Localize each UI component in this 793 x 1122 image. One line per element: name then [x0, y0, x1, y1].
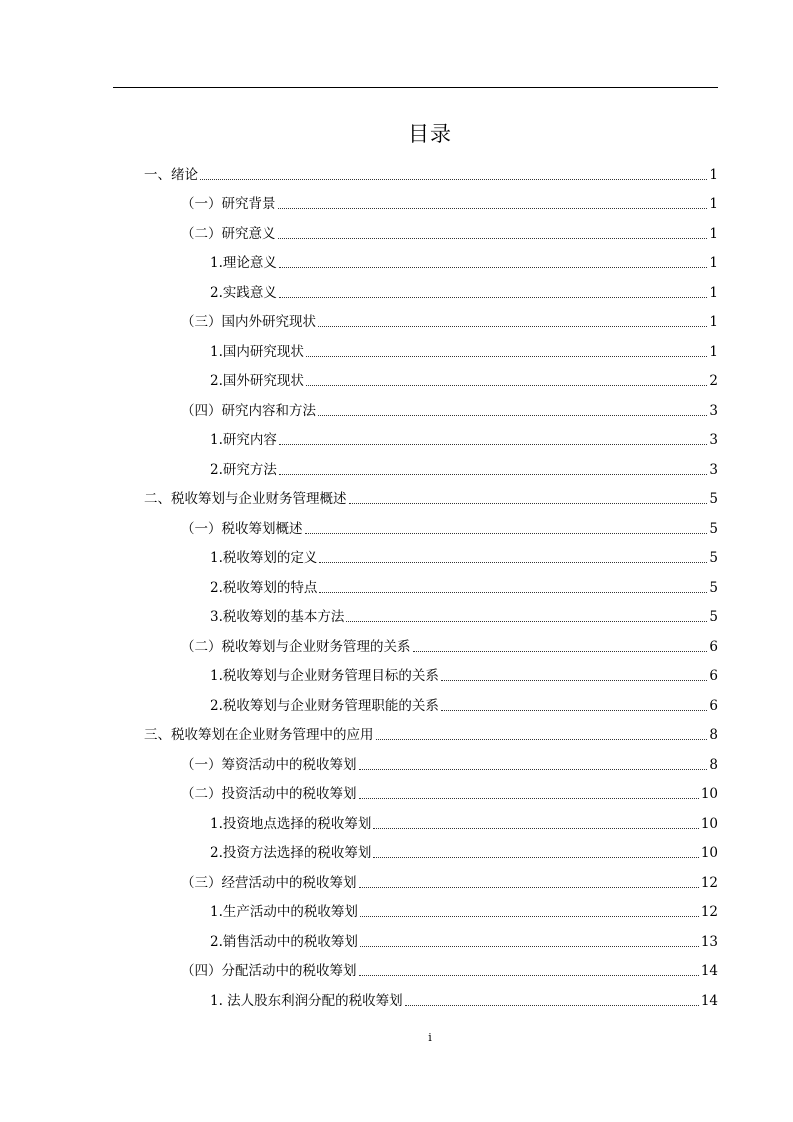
toc-entry[interactable] [144, 219, 718, 249]
toc-dot-leader [319, 579, 707, 597]
toc-dot-leader [279, 461, 708, 479]
toc-entry-label: 1.理论意义 [210, 255, 277, 272]
toc-entry-label: 2.税收筹划的特点 [210, 579, 318, 596]
toc-dot-leader [346, 608, 707, 626]
toc-entry-label: 2.研究方法 [210, 461, 277, 478]
toc-dot-leader [373, 815, 698, 833]
toc-dot-leader [359, 756, 708, 774]
toc-entry[interactable] [144, 691, 718, 721]
toc-dot-leader [413, 638, 708, 656]
toc-entry[interactable] [144, 750, 718, 780]
footer-page-number: i [428, 1031, 432, 1044]
toc-dot-leader [279, 284, 708, 302]
toc-dot-leader [306, 343, 708, 361]
toc-dot-leader [359, 785, 699, 803]
toc-entry-label: 1.投资地点选择的税收筹划 [210, 815, 372, 832]
toc-dot-leader [359, 962, 699, 980]
toc-entry[interactable] [144, 308, 718, 338]
toc-entry-page-number: 14 [700, 963, 718, 980]
toc-entry-page-number: 2 [709, 373, 718, 390]
toc-dot-leader [373, 844, 698, 862]
toc-entry-page-number: 14 [700, 992, 718, 1009]
toc-entry-page-number: 3 [709, 402, 718, 419]
toc-entry[interactable] [144, 367, 718, 397]
toc-entry-label: 3.税收筹划的基本方法 [210, 609, 345, 626]
toc-entry-page-number: 1 [709, 196, 718, 213]
toc-entry[interactable] [144, 721, 718, 751]
toc-dot-leader [441, 667, 708, 685]
table-of-contents [144, 160, 718, 1016]
toc-entry-label: 2.销售活动中的税收筹划 [210, 933, 358, 950]
toc-entry-page-number: 6 [709, 638, 718, 655]
toc-entry-label: 1.税收筹划的定义 [210, 550, 318, 567]
toc-entry-page-number: 3 [709, 432, 718, 449]
toc-entry[interactable] [144, 396, 718, 426]
toc-dot-leader [359, 874, 699, 892]
toc-entry-page-number: 5 [709, 609, 718, 626]
toc-entry-page-number: 8 [709, 727, 718, 744]
toc-dot-leader [376, 726, 708, 744]
header-rule [113, 87, 718, 88]
toc-entry-label: 一、绪论 [144, 166, 198, 183]
toc-entry-page-number: 1 [709, 255, 718, 272]
toc-entry[interactable] [144, 986, 718, 1016]
toc-entry-page-number: 10 [700, 786, 718, 803]
toc-dot-leader [441, 697, 708, 715]
toc-entry-label: （一）筹资活动中的税收筹划 [181, 756, 357, 773]
toc-entry-label: （三）国内外研究现状 [181, 314, 316, 331]
toc-entry-page-number: 5 [709, 550, 718, 567]
toc-entry-page-number: 1 [709, 284, 718, 301]
toc-dot-leader [405, 992, 699, 1010]
toc-dot-leader [278, 225, 708, 243]
toc-entry[interactable] [144, 780, 718, 810]
toc-entry-page-number: 5 [709, 491, 718, 508]
toc-entry[interactable] [144, 603, 718, 633]
toc-entry-label: （四）研究内容和方法 [181, 402, 316, 419]
toc-dot-leader [318, 313, 707, 331]
toc-entry-page-number: 6 [709, 697, 718, 714]
toc-dot-leader [279, 254, 708, 272]
toc-entry-label: （二）投资活动中的税收筹划 [181, 786, 357, 803]
toc-entry-label: （二）研究意义 [181, 225, 276, 242]
toc-entry-label: 2.实践意义 [210, 284, 277, 301]
toc-entry-page-number: 5 [709, 579, 718, 596]
toc-entry[interactable] [144, 957, 718, 987]
toc-entry-page-number: 12 [700, 904, 718, 921]
toc-entry-label: 2.国外研究现状 [210, 373, 304, 390]
toc-entry[interactable] [144, 632, 718, 662]
toc-dot-leader [318, 402, 707, 420]
toc-entry[interactable] [144, 927, 718, 957]
toc-entry-label: 二、税收筹划与企业财务管理概述 [144, 491, 347, 508]
toc-dot-leader [360, 903, 699, 921]
toc-dot-leader [306, 372, 708, 390]
toc-entry[interactable] [144, 662, 718, 692]
toc-dot-leader [349, 490, 708, 508]
toc-entry-page-number: 10 [700, 845, 718, 862]
toc-entry[interactable] [144, 514, 718, 544]
toc-entry-page-number: 1 [709, 225, 718, 242]
toc-entry-page-number: 13 [700, 933, 718, 950]
toc-entry-page-number: 3 [709, 461, 718, 478]
toc-entry-page-number: 12 [700, 874, 718, 891]
toc-entry[interactable] [144, 898, 718, 928]
toc-dot-leader [305, 520, 708, 538]
toc-title: 目录 [408, 122, 452, 146]
toc-entry[interactable] [144, 190, 718, 220]
toc-entry-label: 1.研究内容 [210, 432, 277, 449]
toc-entry-label: （一）研究背景 [181, 196, 276, 213]
toc-entry[interactable] [144, 337, 718, 367]
toc-entry-label: （四）分配活动中的税收筹划 [181, 963, 357, 980]
toc-entry-label: 1. 法人股东利润分配的税收筹划 [210, 992, 403, 1009]
toc-entry-label: 1.生产活动中的税收筹划 [210, 904, 358, 921]
toc-entry-page-number: 1 [709, 314, 718, 331]
toc-entry-page-number: 5 [709, 520, 718, 537]
toc-entry-label: 1.税收筹划与企业财务管理目标的关系 [210, 668, 439, 685]
toc-entry-page-number: 1 [709, 343, 718, 360]
toc-entry[interactable] [144, 160, 718, 190]
toc-entry-label: 2.投资方法选择的税收筹划 [210, 845, 372, 862]
toc-entry-page-number: 8 [709, 756, 718, 773]
toc-entry[interactable] [144, 426, 718, 456]
toc-entry[interactable] [144, 455, 718, 485]
toc-entry[interactable] [144, 839, 718, 869]
toc-dot-leader [278, 195, 708, 213]
toc-entry[interactable] [144, 278, 718, 308]
toc-entry[interactable] [144, 485, 718, 515]
toc-entry[interactable] [144, 544, 718, 574]
toc-dot-leader [360, 933, 699, 951]
toc-entry-page-number: 1 [709, 166, 718, 183]
toc-dot-leader [200, 166, 707, 184]
toc-dot-leader [319, 549, 707, 567]
toc-entry-label: 2.税收筹划与企业财务管理职能的关系 [210, 697, 439, 714]
toc-entry[interactable] [144, 249, 718, 279]
toc-entry-label: 三、税收筹划在企业财务管理中的应用 [144, 727, 374, 744]
toc-entry[interactable] [144, 573, 718, 603]
toc-entry-label: （三）经营活动中的税收筹划 [181, 874, 357, 891]
toc-entry-page-number: 10 [700, 815, 718, 832]
toc-dot-leader [279, 431, 708, 449]
toc-entry-label: （一）税收筹划概述 [181, 520, 303, 537]
toc-entry-page-number: 6 [709, 668, 718, 685]
toc-entry-label: （二）税收筹划与企业财务管理的关系 [181, 638, 411, 655]
toc-entry[interactable] [144, 868, 718, 898]
toc-entry[interactable] [144, 809, 718, 839]
toc-entry-label: 1.国内研究现状 [210, 343, 304, 360]
